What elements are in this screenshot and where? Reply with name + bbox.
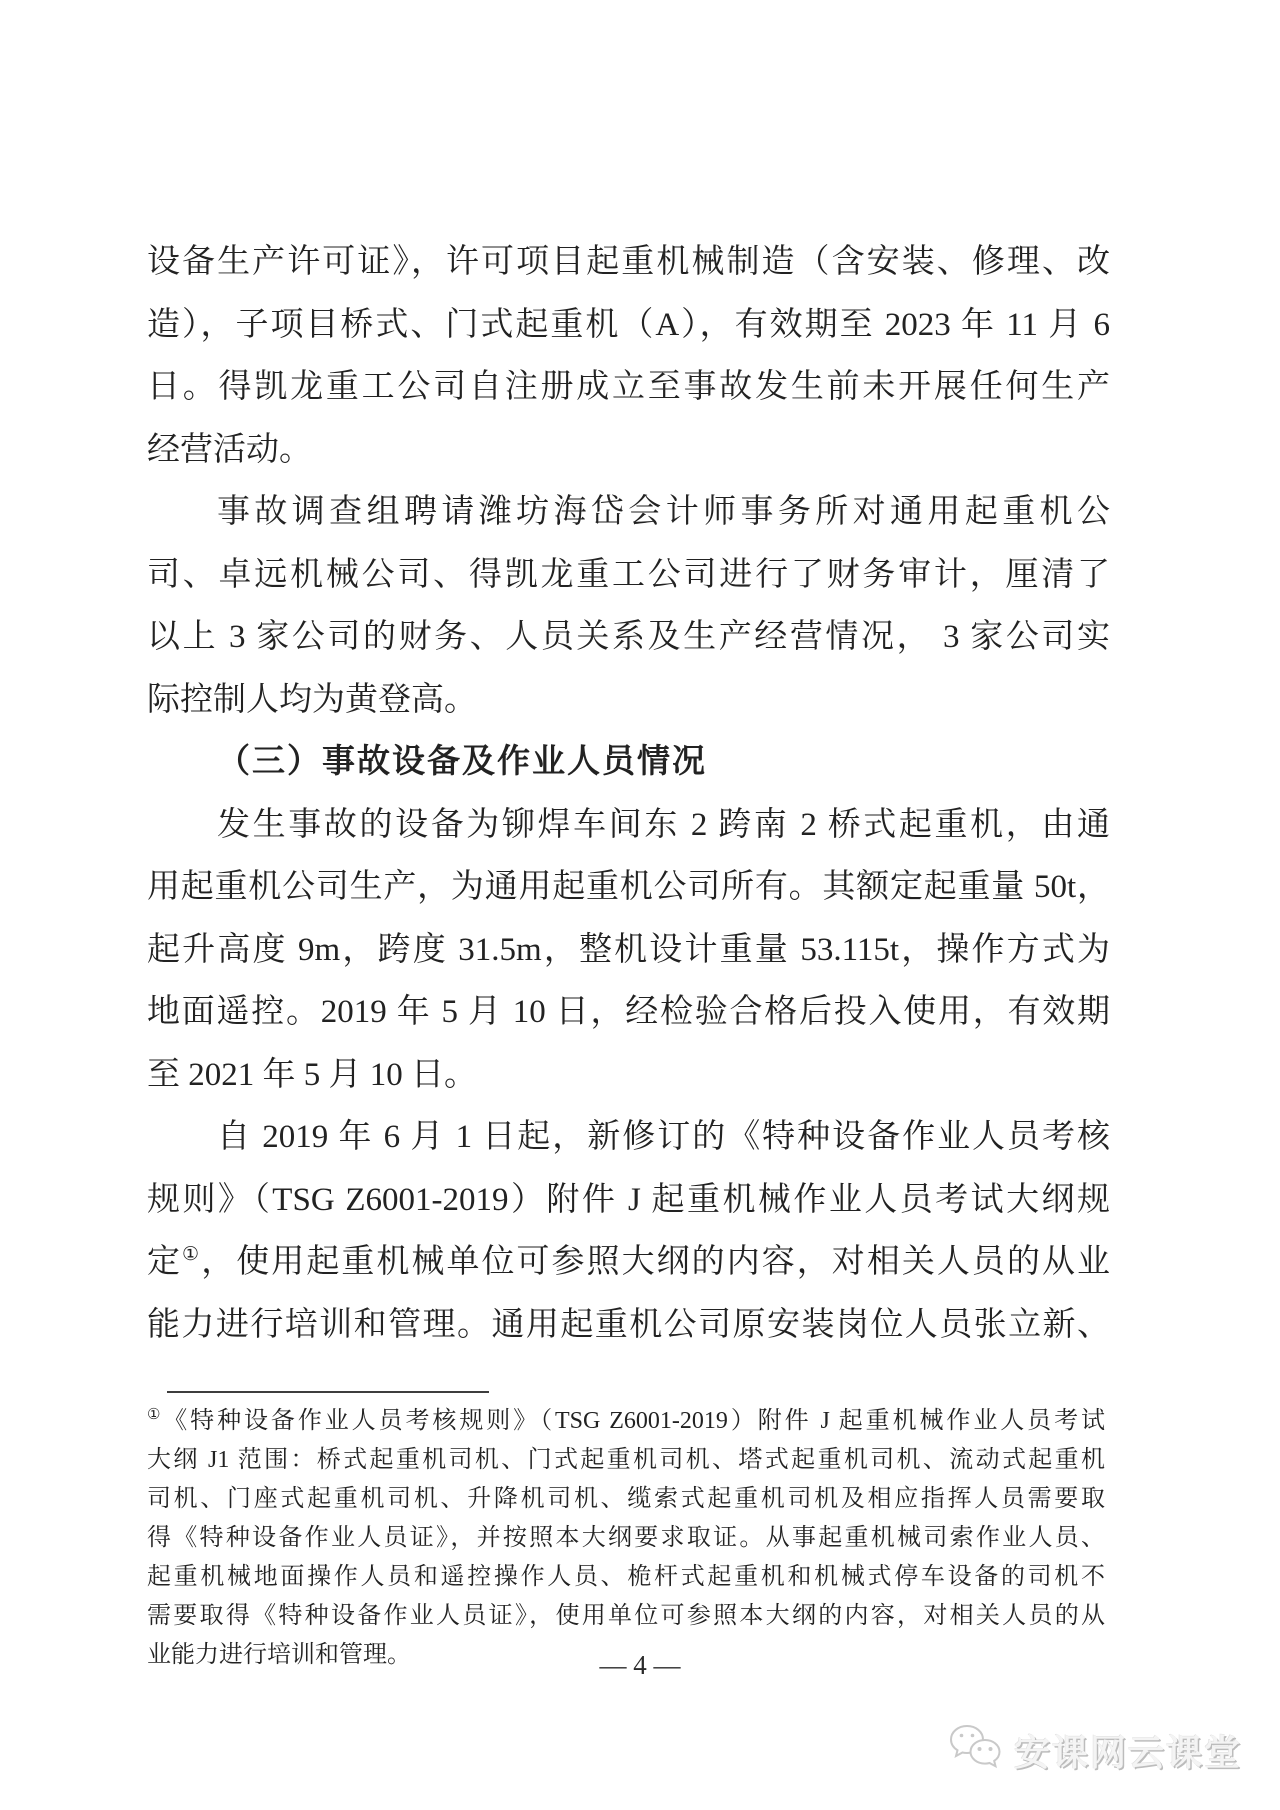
body-line: 司、卓远机械公司、得凯龙重工公司进行了财务审计，厘清了 (147, 556, 1110, 593)
body-line: 起升高度 9m，跨度 31.5m，整机设计重量 53.115t，操作方式为 (147, 931, 1110, 968)
page-number: — 4 — (599, 1650, 681, 1680)
body-line: 地面遥控。2019 年 5 月 10 日，经检验合格后投入使用，有效期 (147, 994, 1110, 1030)
body-line: 用起重机公司生产，为通用起重机公司所有。其额定起重量 50t， (147, 869, 1110, 905)
footnote-divider (167, 1391, 489, 1393)
footnote-line: 起重机械地面操作人员和遥控操作人员、桅杆式起重机和机械式停车设备的司机不 (147, 1564, 1105, 1590)
footnote-line: 得《特种设备作业人员证》，并按照本大纲要求取证。从事起重机械司索作业人员、 (147, 1525, 1105, 1551)
footnote-line (147, 1402, 1105, 1441)
body-line: 能力进行培训和管理。通用起重机公司原安装岗位人员张立新、 (147, 1306, 1110, 1343)
chat-bubbles-icon (946, 1722, 1004, 1778)
body-line: 发生事故的设备为铆焊车间东 2 跨南 2 桥式起重机，由通 (217, 806, 1110, 843)
body-line-with-footnote-ref (147, 1231, 1110, 1294)
section-heading: （三）事故设备及作业人员情况 (217, 744, 707, 780)
footnote-line: 司机、门座式起重机司机、升降机司机、缆索式起重机司机及相应指挥人员需要取 (147, 1486, 1105, 1512)
footnote-line-text: 《特种设备作业人员考核规则》（TSG Z6001-2019）附件 J 起重机械作业人员考试 (163, 1408, 1105, 1434)
body-line: 自 2019 年 6 月 1 日起，新修订的《特种设备作业人员考核 (217, 1119, 1110, 1155)
body-line: 造），子项目桥式、门式起重机（A），有效期至 2023 年 11 月 6 (147, 306, 1110, 343)
footnote-marker: ① (147, 1407, 164, 1423)
document-body (147, 231, 1110, 1356)
body-line: 至 2021 年 5 月 10 日。 (147, 1056, 477, 1093)
body-line: 事故调查组聘请潍坊海岱会计师事务所对通用起重机公 (217, 494, 1110, 530)
watermark (946, 1722, 1242, 1778)
footnote-reference-mark: ① (182, 1244, 202, 1265)
body-line: 设备生产许可证》，许可项目起重机械制造（含安装、修理、改 (147, 244, 1110, 280)
body-line-pre: 定 (147, 1244, 183, 1280)
body-line: 日。得凯龙重工公司自注册成立至事故发生前未开展任何生产 (147, 369, 1110, 405)
body-line: 以上 3 家公司的财务、人员关系及生产经营情况， 3 家公司实 (147, 619, 1110, 655)
body-line: 经营活动。 (147, 431, 312, 468)
watermark-text: 安课网云课堂 (1013, 1731, 1242, 1773)
footnote-line: 业能力进行培训和管理。 (147, 1642, 411, 1668)
body-line: 际控制人均为黄登高。 (147, 681, 477, 718)
footnote (147, 1402, 1105, 1675)
footnote-line: 大纲 J1 范围：桥式起重机司机、门式起重机司机、塔式起重机司机、流动式起重机 (147, 1447, 1105, 1473)
body-line: 规则》（TSG Z6001-2019）附件 J 起重机械作业人员考试大纲规 (147, 1181, 1110, 1218)
footnote-line: 需要取得《特种设备作业人员证》，使用单位可参照本大纲的内容，对相关人员的从 (147, 1603, 1105, 1629)
body-line-post: ，使用起重机械单位可参照大纲的内容，对相关人员的从业 (201, 1244, 1110, 1280)
